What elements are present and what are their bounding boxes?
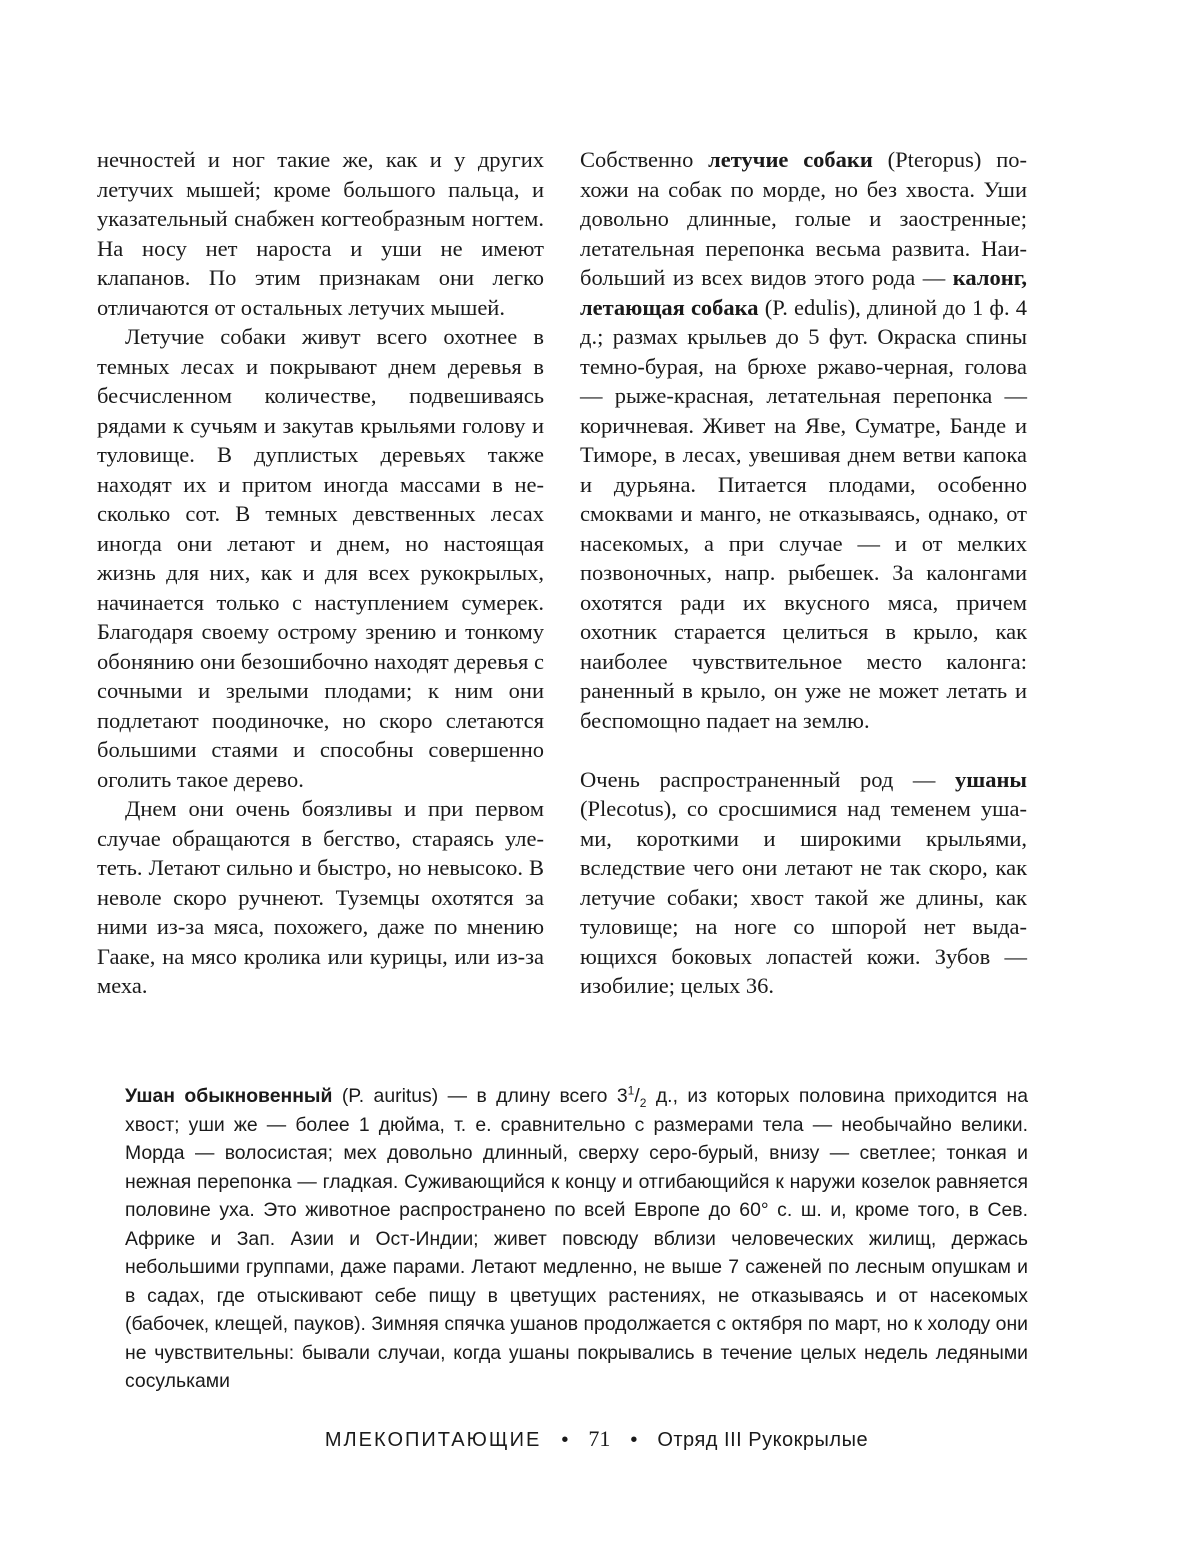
footer-chapter: Отряд III Рукокрылые [657,1429,869,1451]
bold-term: калонг, летающая собака [580,265,1027,320]
paragraph-pteropus [580,145,1027,735]
text-run: Очень распространенный род — [580,766,955,792]
fraction-denominator: 2 [639,1095,647,1110]
text-run: (P. auritus) — в длину всего 3 [332,1085,628,1107]
bold-term: летучие собаки [708,147,873,172]
paragraph: нечностей и ног такие же, как и у других летучих мышей; кроме большого пальца, и указательный снабжен когтеобразным ногтем. На носу нет нароста и уши не имеют клапанов. По этим признакам они легко отличаются от остальных летучих мышей. [97,147,544,320]
fraction-numerator: 1 [627,1083,635,1098]
left-column [97,145,544,1001]
page-number: 71 [588,1426,611,1451]
page-footer [0,1424,1193,1455]
footer-section: МЛЕКОПИТАЮЩИЕ [324,1429,542,1451]
paragraph-plecotus [580,765,1027,1001]
paragraph [125,1082,1028,1396]
text-run: (Plecotus), со сросшимися над теменем ушами, короткими и широкими крыльями, вследствие чего они летают не так скоро, как летучие собаки; хвост такой же длины, как туловище; на ноге со шпорой нет выдающихся боковых лопастей кожи. Зубов — изобилие; целых 36. [580,796,1027,998]
fraction-slash: / [634,1085,640,1107]
paragraph: Днем они очень боязливы и при первом случае обращаются в бегство, стараясь улететь. Летают сильно и быстро, но невысоко. В неволе скоро ручнеют. Туземцы охотятся за ними из-за мяса, похожего, даже по мнению Гааке, на мясо кролика или курицы, или из-за меха. [97,796,544,998]
bold-term: ушаны [954,766,1027,792]
footer-separator: • [630,1429,638,1451]
right-column [580,145,1027,1001]
text-run: (Pteropus) похожи на собак по морде, но без хвоста. Уши довольно длинные, голые и заостренные; летательная перепонка весьма развита. Наибольший из всех видов этого рода — [580,147,1028,290]
sidebar-title: Ушан обыкновенный [125,1085,333,1107]
paragraph: Летучие собаки живут всего охотнее в темных лесах и покрывают днем деревья в бесчисленном количестве, подвешиваясь рядами к сучьям и закутав крыльями голову и туловище. В дуплистых деревьях также находят их и притом иногда массами в несколько сот. В темных девственных лесах иногда они летают и днем, но настоящая жизнь для них, как и для всех рукокрылых, начинается только с наступлением сумерек. Благодаря своему острому зрению и тонкому обонянию они безошибочно находят деревья с сочными и зрелыми плодами; к ним они подлетают поодиночке, но скоро слетаются большими стаями и способны совершенно оголить такое дерево. [97,324,544,792]
footer-separator: • [561,1429,569,1451]
sidebar-text [125,1082,1028,1396]
text-run: (P. edulis), длиной до 1 ф. 4 д.; размах крыльев до 5 фут. Окраска спины темно-бурая, на брюхе ржаво-черная, голова — рыже-красная, летательная перепонка — коричневая. Живет на Яве, Суматре, Банде и Тиморе, в лесах, увешивая днем ветви капока и дурьяна. Питается плодами, особенно смоквами и манго, не отказываясь, однако, от насекомых, а при случае — и от мелких позвоночных, напр. рыбешек. За калонгами охотятся ради их вкусного мяса, причем охотник старается целиться в крыло, как наиболее чувствительное место калонга: раненный в крыло, он уже не может летать и беспомощно падает на землю. [580,294,1027,733]
text-run: Собственно [580,147,709,172]
text-run: д., из которых половина приходится на хвост; уши же — более 1 дюйма, т. е. сравнительно с размерами тела — необычайно велики. Морда — волосистая; мех довольно длинный, сверху серо-бурый, внизу — светлее; тонкая и нежная перепонка — гладкая. Суживающийся к концу и отгибающийся к наружи козелок равняется половине уха. Это животное распространено по всей Европе до 60° с. ш. и, кроме того, в Сев. Африке и Зап. Азии и Ост-Индии; живет повсюду вблизи человеческих жилищ, держась небольшими группами, даже парами. Летают медленно, не выше 7 саженей по лесным опушкам и в садах, где отыскивают себе пищу в цветущих растениях, не отказываясь и от насекомых (бабочек, клещей, пауков). Зимняя спячка ушанов продолжается с октября по март, но к холоду они не чувствительны: бывали случаи, когда ушаны покрывались в течение целых недель ледяными сосульками [125,1085,1028,1392]
